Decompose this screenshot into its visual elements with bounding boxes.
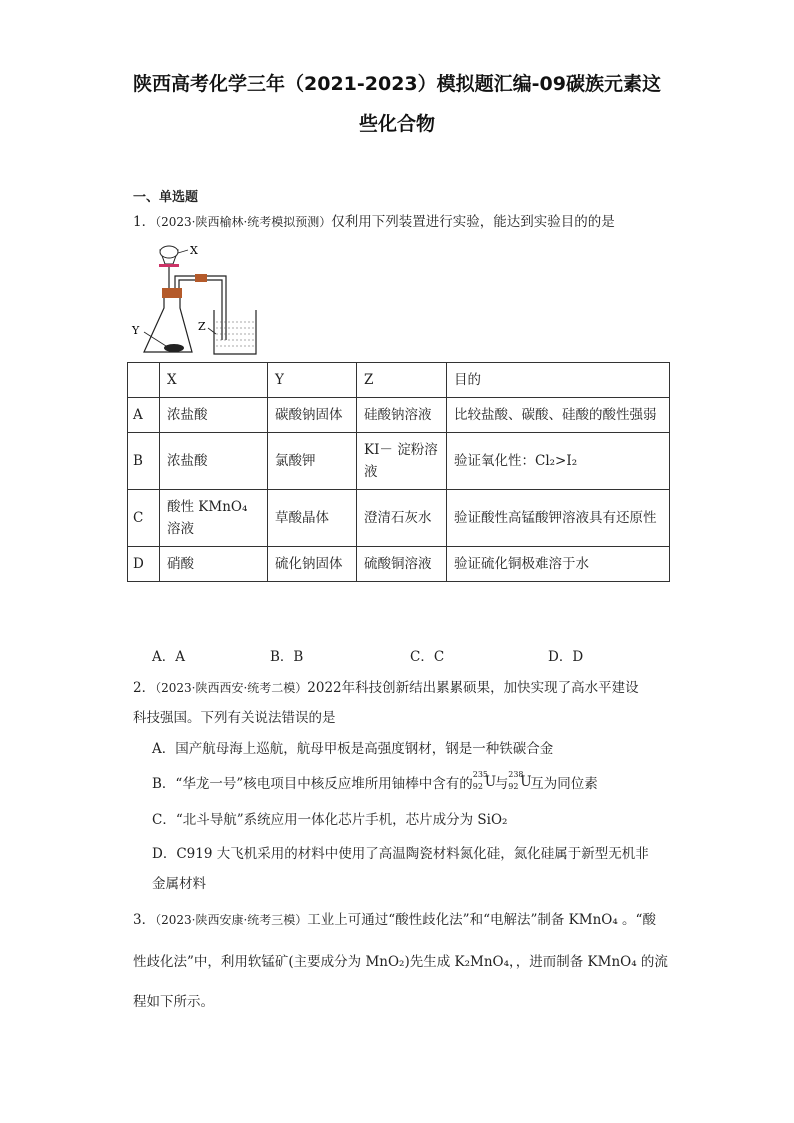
- section-heading: 一、单选题: [133, 190, 199, 205]
- q3-line3: 程如下所示。: [133, 994, 214, 1010]
- table-cell: 浓盐酸: [160, 398, 268, 433]
- table-cell: KI－ 淀粉溶液: [357, 433, 447, 490]
- table-cell: 硫酸铜溶液: [357, 547, 447, 582]
- q2-option-b[interactable]: [152, 772, 598, 792]
- isotope-mass: 235: [472, 770, 489, 779]
- table-row: [128, 433, 670, 490]
- q1-source: （2023·陕西榆林·统考模拟预测）: [155, 215, 332, 229]
- table-cell: 酸性 KMnO₄溶液: [160, 490, 268, 547]
- q2-option-a[interactable]: A．国产航母海上巡航，航母甲板是高强度钢材，钢是一种铁碳合金: [152, 741, 554, 757]
- q3-text-1: 工业上可通过“酸性歧化法”和“电解法”制备 KMnO₄ 。“酸: [307, 912, 656, 928]
- isotope-number: 92: [472, 782, 483, 791]
- q3-line1: [133, 908, 656, 928]
- lab-apparatus-diagram: [130, 240, 270, 360]
- table-row: [128, 398, 670, 433]
- q2-option-b-text3: 互为同位素: [530, 776, 598, 792]
- table-cell: 硅酸钠溶液: [357, 398, 447, 433]
- conical-flask: [144, 298, 192, 352]
- table-header-cell: X: [160, 363, 268, 398]
- label-z: Z: [198, 320, 206, 333]
- q2-option-b-text1: B．“华龙一号”核电项目中核反应堆所用铀棒中含有的: [152, 776, 473, 792]
- table-cell: 碳酸钠固体: [268, 398, 357, 433]
- table-cell: C: [128, 490, 160, 547]
- table-cell: 氯酸钾: [268, 433, 357, 490]
- table-header-row: [128, 363, 670, 398]
- table-cell: 验证氧化性：Cl₂>I₂: [447, 433, 670, 490]
- table-cell: D: [128, 547, 160, 582]
- isotope-mass: 238: [508, 770, 524, 779]
- table-cell: 澄清石灰水: [357, 490, 447, 547]
- q2-option-b-text2: 与: [494, 776, 509, 792]
- q2-option-c[interactable]: C．“北斗导航”系统应用一体化芯片手机，芯片成分为 SiO₂: [152, 812, 508, 828]
- q1-stem: [133, 212, 673, 232]
- table-header-cell: 目的: [447, 363, 670, 398]
- q2-text-1: 2022年科技创新结出累累硕果，加快实现了高水平建设: [307, 680, 639, 696]
- solid-y: [164, 344, 184, 352]
- beaker: [214, 310, 256, 354]
- table-cell: 硫化钠固体: [268, 547, 357, 582]
- doc-title-line1: 陕西高考化学三年（2021-2023）模拟题汇编-09碳族元素这: [133, 73, 661, 95]
- q1-options-table: [127, 362, 670, 582]
- choice-a[interactable]: A．A: [152, 649, 185, 665]
- choice-c[interactable]: C．C: [410, 649, 445, 665]
- q2-stem-line1: [133, 676, 639, 696]
- table-cell: 验证硫化铜极难溶于水: [447, 547, 670, 582]
- choice-d[interactable]: D．D: [548, 649, 584, 665]
- table-cell: 草酸晶体: [268, 490, 357, 547]
- label-x: X: [190, 244, 198, 257]
- table-header-cell: Y: [268, 363, 357, 398]
- q3-number: 3．: [133, 912, 156, 928]
- q1-number: 1．: [133, 214, 156, 230]
- q2-option-d-line1[interactable]: D．C919 大飞机采用的材料中使用了高温陶瓷材料氮化硅，氮化硅属于新型无机非: [152, 846, 649, 862]
- isotope-number: 92: [508, 782, 519, 791]
- table-cell: 浓盐酸: [160, 433, 268, 490]
- label-z-pointer: [208, 328, 216, 334]
- q2-number: 2．: [133, 680, 156, 696]
- table-cell: 比较盐酸、碳酸、硅酸的酸性强弱: [447, 398, 670, 433]
- table-row: [128, 547, 670, 582]
- q2-source: （2023·陕西西安·统考二模）: [155, 681, 308, 695]
- table-header-cell: Z: [357, 363, 447, 398]
- q2-stem-line2: 科技强国。下列有关说法错误的是: [133, 710, 336, 726]
- flask-stopper: [162, 288, 182, 298]
- table-cell: B: [128, 433, 160, 490]
- isotope-symbol: U: [484, 774, 497, 790]
- doc-title-line2: 些化合物: [358, 113, 435, 135]
- table-row: [128, 490, 670, 547]
- stopcock: [159, 264, 179, 267]
- funnel-top: [160, 246, 178, 258]
- table-cell: 硝酸: [160, 547, 268, 582]
- isotope-symbol: U: [520, 774, 532, 790]
- table-header-cell: [128, 363, 160, 398]
- label-x-pointer: [178, 250, 188, 253]
- q3-line2: 性歧化法”中，利用软锰矿(主要成分为 MnO₂)先生成 K₂MnO₄，，进而制备 KMnO₄ 的流: [133, 954, 668, 970]
- rubber-joint: [195, 274, 207, 282]
- q1-text: 仅利用下列装置进行实验，能达到实验目的的是: [331, 214, 615, 230]
- q2-option-d-line2: 金属材料: [152, 876, 206, 892]
- table-cell: 验证酸性高锰酸钾溶液具有还原性: [447, 490, 670, 547]
- isotope-u235: [472, 770, 497, 791]
- choice-b[interactable]: B．B: [270, 649, 304, 665]
- table-cell: A: [128, 398, 160, 433]
- isotope-u238: [508, 770, 532, 791]
- q3-source: （2023·陕西安康·统考三模）: [155, 913, 308, 927]
- label-y: Y: [132, 324, 140, 337]
